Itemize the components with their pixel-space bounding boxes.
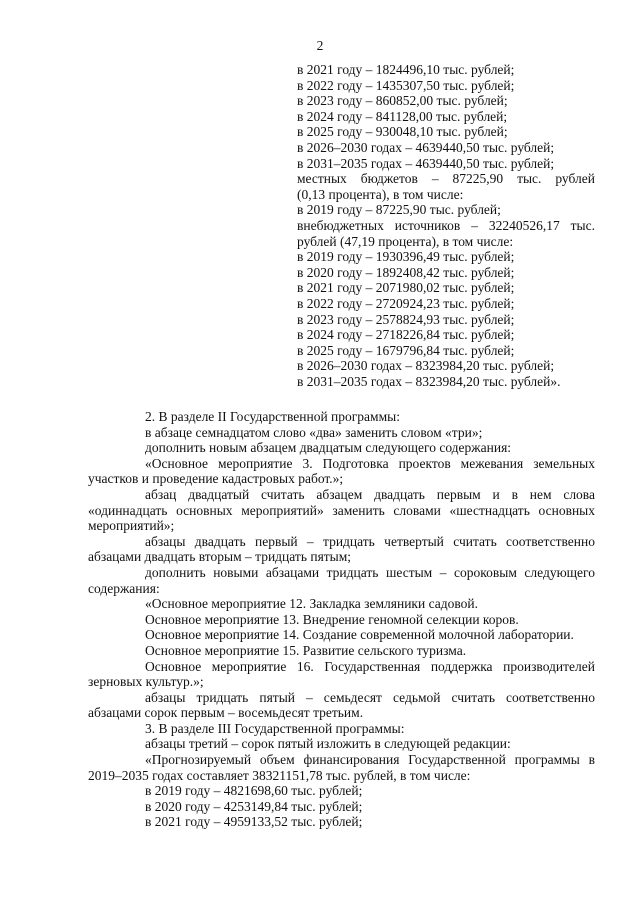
funding-line: местных бюджетов – 87225,90 тыс. рублей (297, 171, 595, 187)
paragraph: Основное мероприятие 14. Создание современной молочной лаборатории. (145, 627, 574, 643)
paragraph: дополнить новыми абзацами тридцать шестым – сороковым следующего содержания: (88, 564, 595, 596)
paragraph: в абзаце семнадцатом слово «два» заменить словом «три»; (145, 424, 483, 440)
document-body (88, 409, 595, 830)
funding-line: в 2020 году – 1892408,42 тыс. рублей; (297, 264, 515, 280)
paragraph: 2. В разделе II Государственной программы: (145, 409, 400, 424)
funding-line: в 2019 году – 87225,90 тыс. рублей; (297, 202, 501, 218)
paragraph: 3. В разделе III Государственной программы: (145, 720, 405, 736)
funding-line: в 2021 году – 1824496,10 тыс. рублей; (297, 62, 515, 77)
paragraph: в 2021 году – 4959133,52 тыс. рублей; (145, 814, 363, 830)
paragraph: Основное мероприятие 15. Развитие сельского туризма. (145, 642, 467, 658)
funding-breakdown-column (297, 62, 595, 389)
funding-line: в 2031–2035 годах – 8323984,20 тыс. рублей». (297, 373, 561, 389)
paragraph: абзацы тридцать пятый – семьдесят седьмой считать соответственно абзацами сорок первым – восемьдесят третьим. (88, 689, 595, 721)
funding-line: внебюджетных источников – 32240526,17 тыс. (297, 217, 595, 233)
funding-line: в 2022 году – 1435307,50 тыс. рублей; (297, 77, 515, 93)
paragraph: абзацы третий – сорок пятый изложить в следующей редакции: (145, 736, 511, 752)
funding-line: в 2025 году – 1679796,84 тыс. рублей; (297, 342, 515, 358)
funding-line: в 2024 году – 841128,00 тыс. рублей; (297, 108, 508, 124)
paragraph: абзац двадцатый считать абзацем двадцать первым и в нем слова «одиннадцать основных мероприятий» заменить словами «шестнадцать основных мероприятий»; (88, 486, 595, 534)
paragraph: Основное мероприятие 16. Государственная поддержка производителей зерновых культур.»; (88, 658, 595, 690)
funding-line: в 2026–2030 годах – 4639440,50 тыс. рублей; (297, 139, 555, 155)
paragraph: «Основное мероприятие 12. Закладка земляники садовой. (145, 596, 478, 612)
funding-line: в 2023 году – 860852,00 тыс. рублей; (297, 93, 508, 109)
paragraph: в 2019 году – 4821698,60 тыс. рублей; (145, 783, 363, 799)
paragraph: «Основное мероприятие 3. Подготовка проектов межевания земельных участков и проведение кадастровых работ.»; (88, 455, 595, 487)
paragraph: абзацы двадцать первый – тридцать четвертый считать соответственно абзацами двадцать вторым – тридцать пятым; (88, 533, 595, 565)
funding-line: в 2024 году – 2718226,84 тыс. рублей; (297, 327, 515, 343)
funding-line: рублей (47,19 процента), в том числе: (297, 233, 514, 249)
paragraph: Основное мероприятие 13. Внедрение геномной селекции коров. (145, 611, 519, 627)
funding-line: в 2022 году – 2720924,23 тыс. рублей; (297, 295, 515, 311)
paragraph: «Прогнозируемый объем финансирования Государственной программы в 2019–2035 годах составляет 38321151,78 тыс. рублей, в том числе: (88, 752, 595, 783)
funding-line: (0,13 процента), в том числе: (297, 186, 464, 202)
funding-line: в 2025 году – 930048,10 тыс. рублей; (297, 124, 508, 140)
funding-line: в 2023 году – 2578824,93 тыс. рублей; (297, 311, 515, 327)
funding-line: в 2019 году – 1930396,49 тыс. рублей; (297, 249, 515, 265)
page-number: 2 (316, 38, 324, 53)
paragraph: дополнить новым абзацем двадцатым следующего содержания: (145, 440, 512, 456)
paragraph: в 2020 году – 4253149,84 тыс. рублей; (145, 798, 363, 814)
funding-line: в 2021 году – 2071980,02 тыс. рублей; (297, 280, 515, 296)
funding-line: в 2026–2030 годах – 8323984,20 тыс. рублей; (297, 358, 555, 374)
funding-line: в 2031–2035 годах – 4639440,50 тыс. рублей; (297, 155, 555, 171)
